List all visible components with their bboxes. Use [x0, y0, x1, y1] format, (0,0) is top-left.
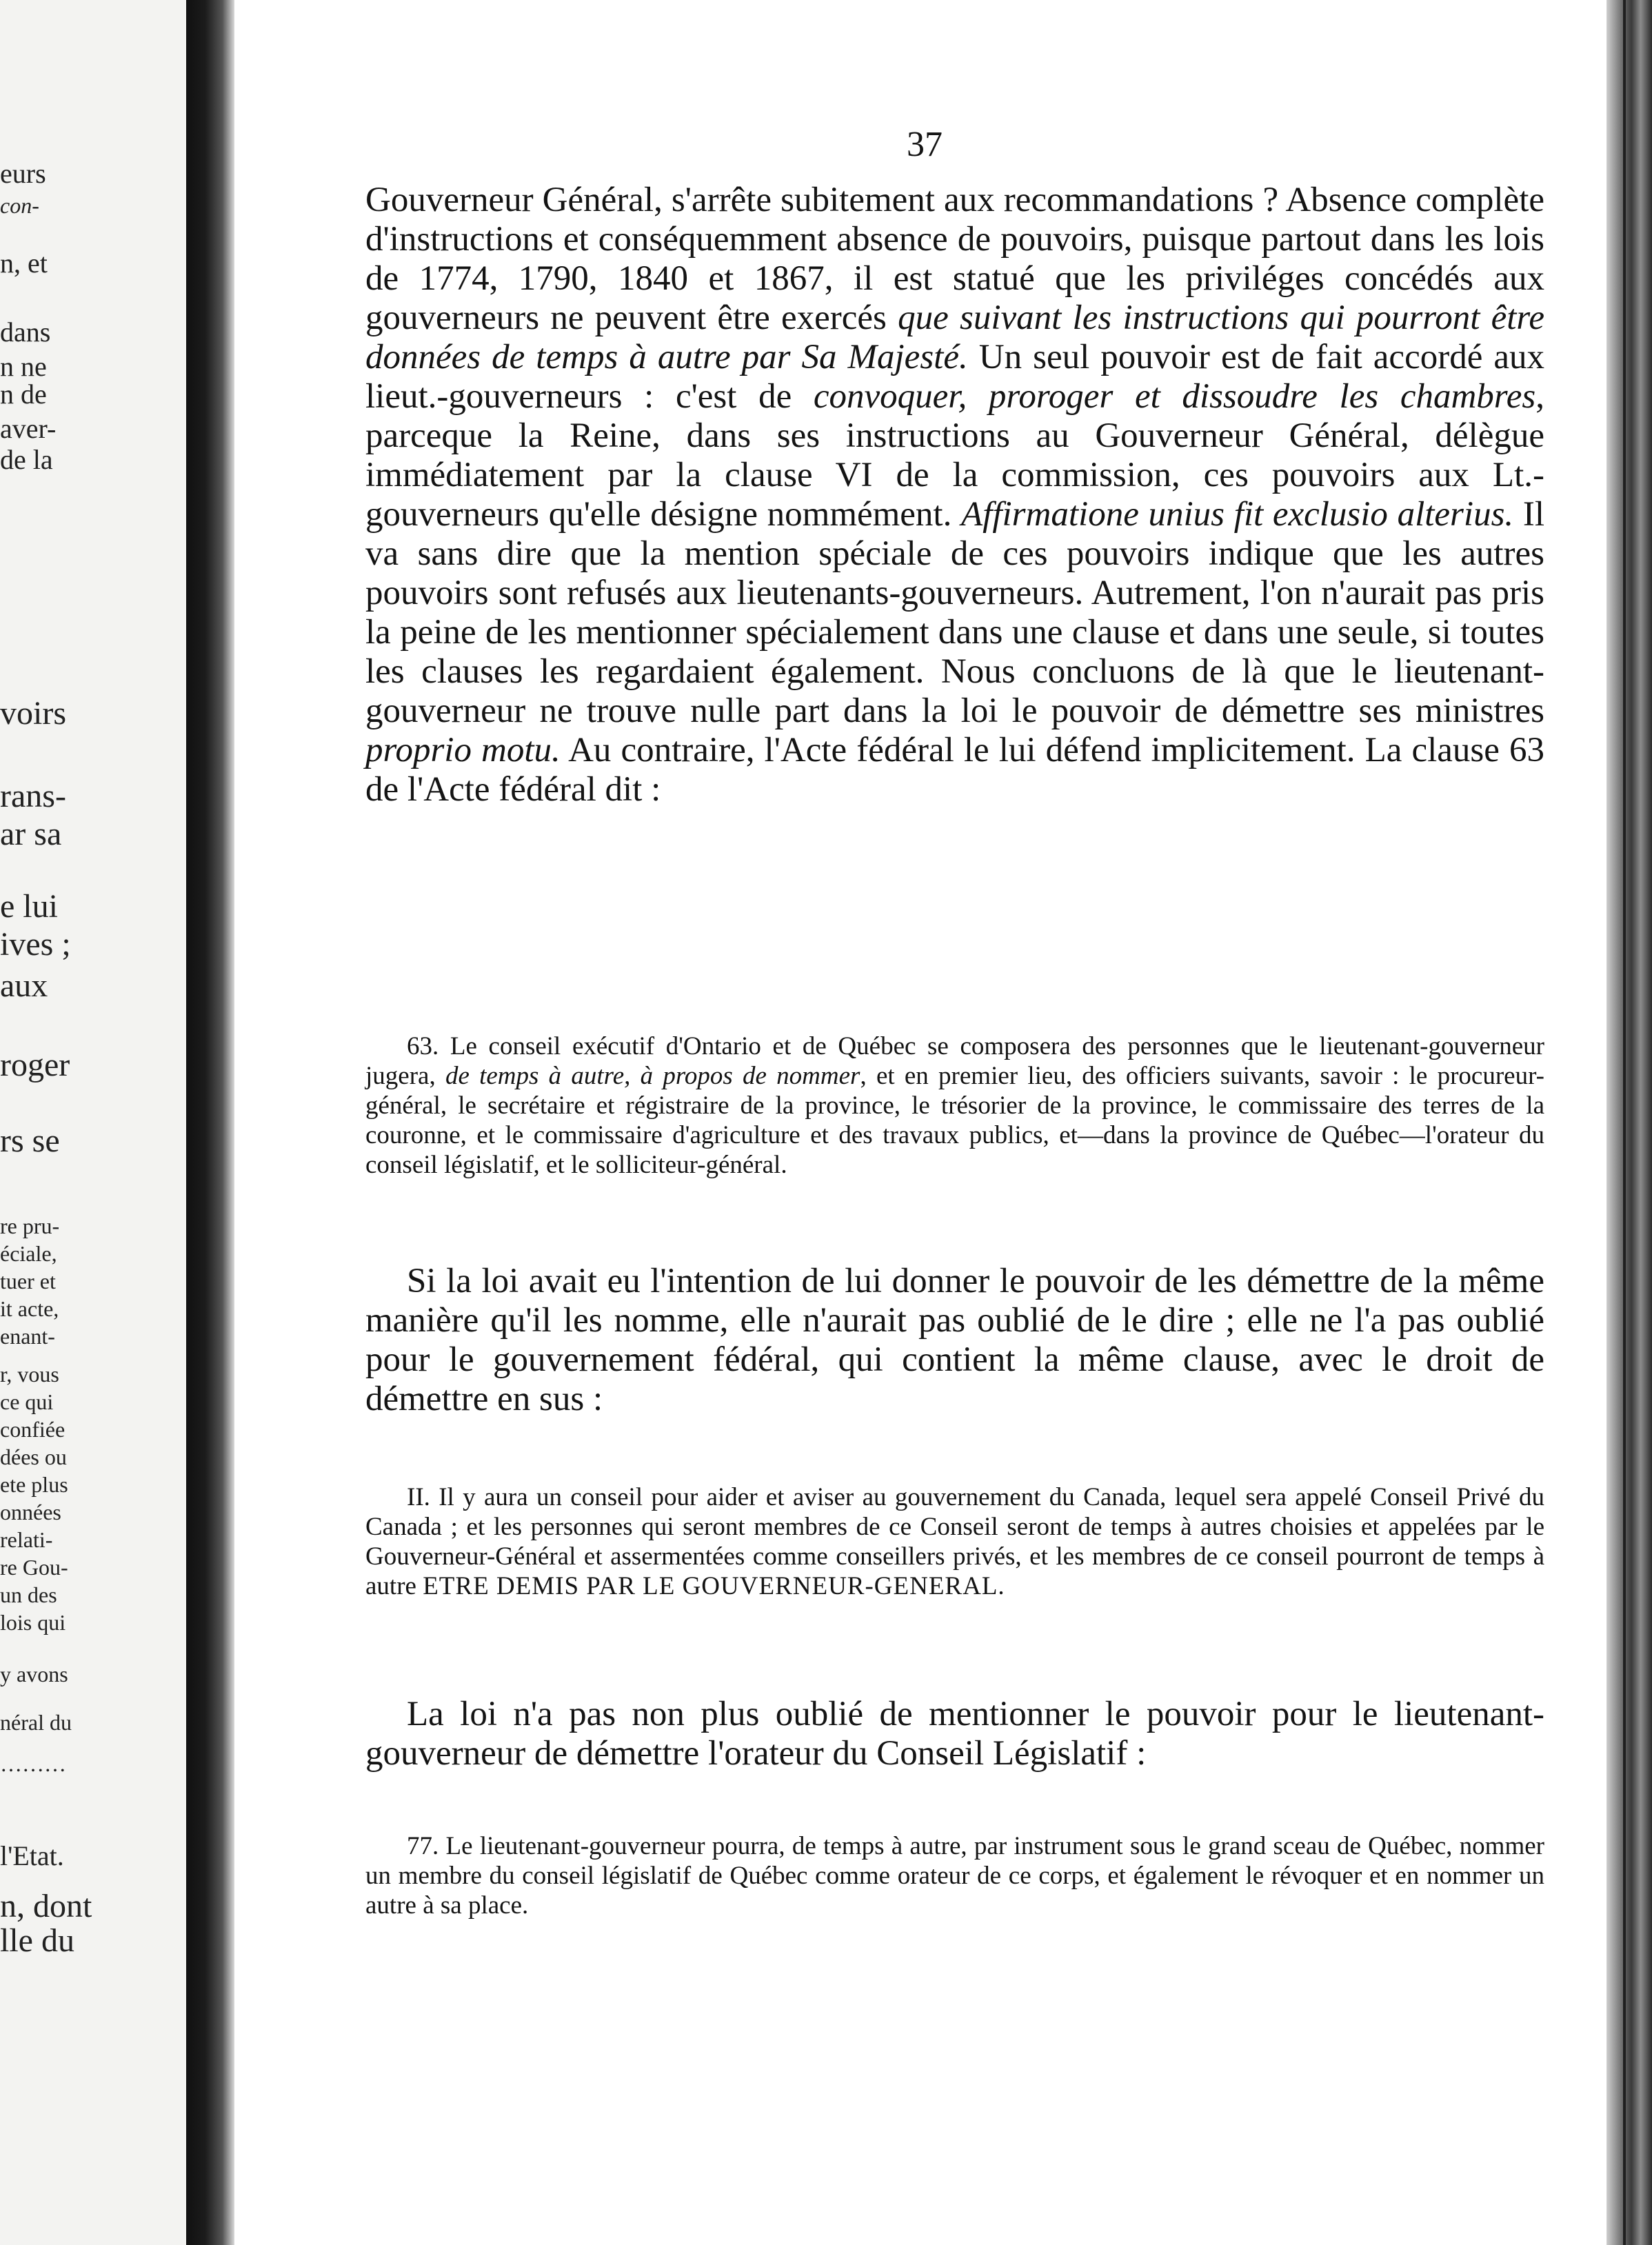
- page-edge-shadow: [1606, 0, 1652, 2245]
- clause-11-text: II. Il y aura un conseil pour aider et aviser au gouvernement du Canada, lequel sera appelé Conseil Privé du Canada ; et les personnes qui seront membres de ce Conseil seront de temps à autres choisies et appelées par le Gouverneur-Général et assermentées comme conseillers privés, et les membres de ce conseil pourront de temps à autre: [365, 1483, 1544, 1600]
- left-page-line: ar sa: [0, 816, 62, 852]
- left-page-line: voirs: [0, 695, 66, 732]
- left-page-line: roger: [0, 1047, 70, 1083]
- left-page-line: n, dont: [0, 1888, 92, 1924]
- left-page-line: néral du: [0, 1710, 72, 1735]
- left-page-line: lois qui: [0, 1610, 66, 1635]
- left-page-line: rans-: [0, 778, 66, 814]
- left-page-line: éciale,: [0, 1241, 57, 1266]
- paragraph-1-text: Il va sans dire que la mention spéciale de ces pouvoirs indique que les autres pouvoirs sont refusés aux lieutenants-gouverneurs. Autrement, l'on n'aurait pas pris la peine de les mentionner spécialement dans une clause et dans une seule, si toutes les clauses les regardaient également. Nous concluons de là que le lieutenant-gouverneur ne trouve nulle part dans la loi le pouvoir de démettre ses ministres: [365, 495, 1544, 730]
- left-page-line: onnées: [0, 1500, 61, 1524]
- left-page-line: un des: [0, 1582, 57, 1607]
- quoted-clause-77: [365, 1831, 1544, 1920]
- paragraph-1-text: Gouverneur Général, s'arrête subitement aux recommandations ? Absence complète d'instructions et conséquemment absence de pouvoirs, puisque partout dans les lois de 1774, 1790, 1840 et 1867, il est statué que les priviléges concédés aux gouverneurs ne peuvent être exercés: [365, 181, 1544, 337]
- left-page-line: de la: [0, 444, 53, 475]
- left-page-line: tuer et: [0, 1269, 56, 1293]
- left-page-line: confiée: [0, 1417, 66, 1442]
- paragraph-1: [365, 181, 1544, 809]
- left-page-line: ives ;: [0, 926, 71, 963]
- left-page-line: n de: [0, 379, 47, 410]
- left-page-line: y avons: [0, 1662, 68, 1687]
- clause-63-italic: de temps à autre, à propos de nommer: [445, 1062, 860, 1090]
- quoted-clause-11: [365, 1482, 1544, 1601]
- clause-11-caps: ETRE DEMIS PAR LE GOUVERNEUR-GENERAL.: [423, 1572, 1005, 1600]
- paragraph-1-italic-instructions: que suivant les instructions qui pourront être données de temps à autre par Sa Majesté.: [365, 299, 1544, 376]
- quoted-clause-63: [365, 1031, 1544, 1180]
- left-page-line: lle du: [0, 1922, 74, 1959]
- clause-63-text: 63. Le conseil exécutif d'Ontario et de Québec se composera des personnes que le lieutenant-gouverneur jugera,: [365, 1032, 1544, 1090]
- left-page-line: eurs: [0, 158, 46, 189]
- paragraph-1-italic-maxim: Affirmatione unius fit exclusio alterius.: [961, 495, 1514, 534]
- left-page-line: relati-: [0, 1527, 53, 1552]
- paragraph-1-italic-proprio-motu: proprio motu.: [365, 731, 561, 769]
- left-page-line: r, vous: [0, 1362, 59, 1387]
- clause-77-text: 77. Le lieutenant-gouverneur pourra, de temps à autre, par instrument sous le grand sceau de Québec, nommer un membre du conseil législatif de Québec comme orateur de ce corps, et également le révoquer et en nommer un autre à sa place.: [365, 1832, 1544, 1920]
- book-gutter-shadow: [186, 0, 234, 2245]
- left-page-line: it acte,: [0, 1296, 59, 1321]
- paragraph-1-italic-powers: convoquer, proroger et dissoudre les chambres: [813, 377, 1536, 416]
- left-page-line: n, et: [0, 248, 48, 279]
- paragraph-1-text: Au contraire, l'Acte fédéral le lui défend implicitement. La clause 63 de l'Acte fédéral dit :: [365, 731, 1544, 809]
- left-page-line: dées ou: [0, 1444, 67, 1469]
- left-page-line: aux: [0, 967, 48, 1004]
- left-page-line: ete plus: [0, 1472, 68, 1497]
- left-page-line: rs se: [0, 1122, 60, 1159]
- clause-63-text: , et en premier lieu, des officiers suivants, savoir : le procureur-général, le secrétaire et régistraire de la province, le trésorier de la province, le commissaire des terres de la couronne, et le commissaire d'agriculture et des travaux publics, et—dans la province de Québec—l'orateur du conseil législatif, et le solliciteur-général.: [365, 1062, 1544, 1179]
- left-facing-page: [0, 0, 186, 2245]
- left-page-line: e lui: [0, 888, 58, 925]
- left-page-line: l'Etat.: [0, 1840, 64, 1871]
- left-page-line: re Gou-: [0, 1555, 68, 1580]
- paragraph-1-text: Un seul pouvoir est de fait accordé aux lieut.-gouverneurs : c'est de: [365, 338, 1544, 416]
- page-edge-line: [1623, 0, 1626, 2245]
- left-page-line: ………: [0, 1751, 66, 1776]
- left-page-line: con-: [0, 193, 39, 218]
- paragraph-2-text: Si la loi avait eu l'intention de lui donner le pouvoir de les démettre de la même manière qu'il les nomme, elle n'aurait pas oublié de le dire ; elle ne l'a pas oublié pour le gouvernement fédéral, qui contient la même clause, avec le droit de démettre en sus :: [365, 1262, 1544, 1418]
- left-page-line: aver-: [0, 413, 57, 444]
- left-page-line: n ne: [0, 351, 47, 382]
- page-number: 37: [907, 125, 943, 164]
- paragraph-1-text: , parceque la Reine, dans ses instructions au Gouverneur Général, délègue immédiatement par la clause VI de la commission, ces pouvoirs aux Lt.-gouverneurs qu'elle désigne nommément.: [365, 377, 1544, 534]
- paragraph-3: [365, 1695, 1544, 1773]
- paragraph-2: [365, 1262, 1544, 1419]
- left-page-line: enant-: [0, 1324, 55, 1349]
- paragraph-3-text: La loi n'a pas non plus oublié de mentionner le pouvoir pour le lieutenant-gouverneur de démettre l'orateur du Conseil Législatif :: [365, 1695, 1544, 1773]
- left-page-line: ce qui: [0, 1389, 54, 1414]
- left-page-line: dans: [0, 316, 51, 348]
- document-page: [234, 0, 1606, 2245]
- left-page-line: re pru-: [0, 1214, 60, 1238]
